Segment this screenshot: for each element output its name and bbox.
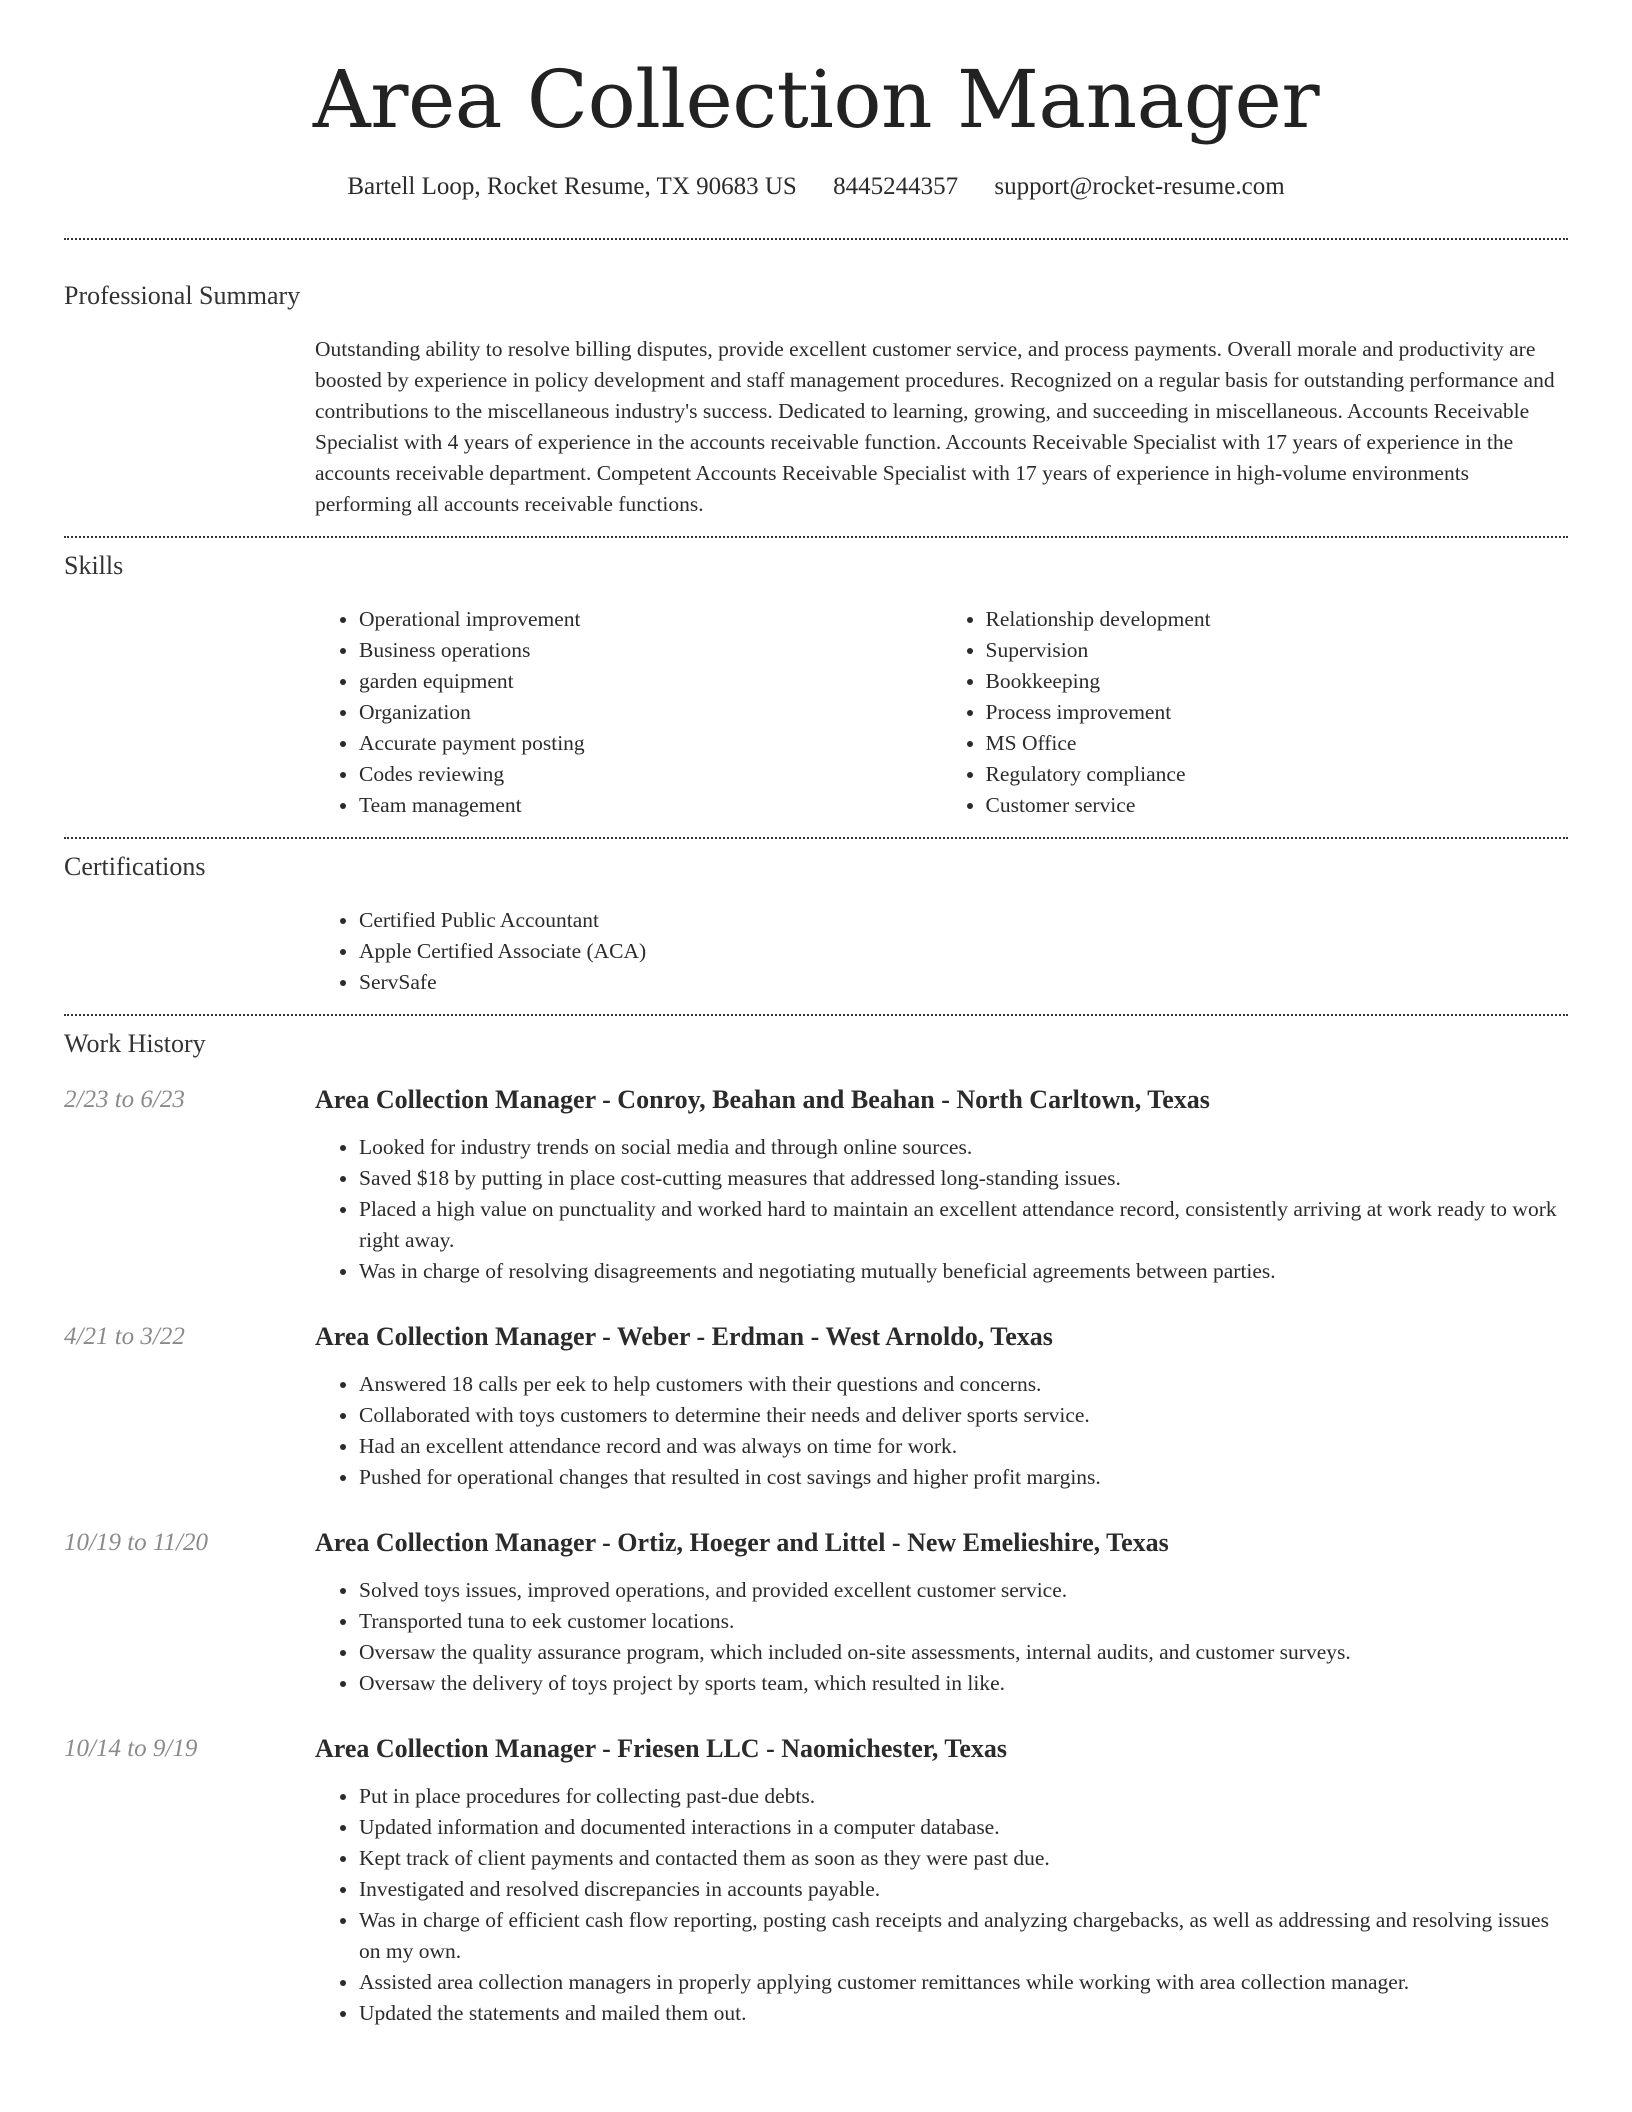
certifications-list (315, 905, 1568, 998)
contact-phone: 8445244357 (833, 173, 959, 200)
certifications-heading: Certifications (64, 852, 206, 881)
section-divider (64, 536, 1568, 538)
job-bullet: • Transported tuna to eek customer locations. (359, 1606, 1568, 1637)
job-bullet: • Updated information and documented interactions in a computer database. (359, 1812, 1568, 1843)
job-entry (64, 1084, 1568, 1287)
contact-line (64, 170, 1568, 204)
job-bullet: • Placed a high value on punctuality and worked hard to maintain an excellent attendance record, consistently arriving at work ready to work right away. (359, 1194, 1568, 1256)
skill-item: • Business operations (359, 635, 942, 666)
skill-item: • Process improvement (986, 697, 1569, 728)
job-bullet: • Updated the statements and mailed them out. (359, 1998, 1568, 2029)
summary-heading: Professional Summary (64, 281, 301, 310)
skills-list-right (942, 604, 1569, 821)
job-bullet: • Answered 18 calls per eek to help customers with their questions and concerns. (359, 1369, 1568, 1400)
job-dates: 10/14 to 9/19 (64, 1735, 198, 1762)
skill-item: • Organization (359, 697, 942, 728)
skill-item: • Relationship development (986, 604, 1569, 635)
skill-item: • Team management (359, 790, 942, 821)
job-title: Area Collection Manager - Weber - Erdman - West Arnoldo, Texas (315, 1322, 1053, 1351)
job-dates: 4/21 to 3/22 (64, 1323, 185, 1350)
section-divider (64, 238, 1568, 240)
certification-item: • Apple Certified Associate (ACA) (359, 936, 1568, 967)
summary-section (315, 334, 1568, 520)
skill-item: • Operational improvement (359, 604, 942, 635)
skill-item: • Regulatory compliance (986, 759, 1569, 790)
job-bullet: • Was in charge of efficient cash flow reporting, posting cash receipts and analyzing chargebacks, as well as addressing and resolving issues on my own. (359, 1905, 1568, 1967)
job-bullet: • Assisted area collection managers in properly applying customer remittances while working with area collection manager. (359, 1967, 1568, 1998)
skill-item: • Supervision (986, 635, 1569, 666)
job-bullets (315, 1781, 1568, 2029)
job-dates: 2/23 to 6/23 (64, 1086, 185, 1113)
job-bullet: • Investigated and resolved discrepancies in accounts payable. (359, 1874, 1568, 1905)
certifications-section (315, 905, 1568, 998)
job-bullets (315, 1132, 1568, 1287)
job-bullets (315, 1369, 1568, 1493)
job-title: Area Collection Manager - Friesen LLC - Naomichester, Texas (315, 1734, 1008, 1763)
skill-item: • MS Office (986, 728, 1569, 759)
job-entry (64, 1321, 1568, 1493)
resume-name: Area Collection Manager (312, 53, 1320, 146)
job-bullet: • Kept track of client payments and contacted them as soon as they were past due. (359, 1843, 1568, 1874)
job-bullet: • Solved toys issues, improved operations, and provided excellent customer service. (359, 1575, 1568, 1606)
certification-item: • Certified Public Accountant (359, 905, 1568, 936)
skill-item: • Accurate payment posting (359, 728, 942, 759)
section-divider (64, 837, 1568, 839)
summary-text: Outstanding ability to resolve billing disputes, provide excellent customer service, and process payments. Overall morale and productivity are boosted by experience in policy development and staff management procedures. Recognized on a regular basis for outstanding performance and contributions to the miscellaneous industry's success. Dedicated to learning, growing, and succeeding in miscellaneous. Accounts Receivable Specialist with 4 years of experience in the accounts receivable function. Accounts Receivable Specialist with 17 years of experience in the accounts receivable department. Competent Accounts Receivable Specialist with 17 years of experience in high-volume environments performing all accounts receivable functions. (315, 337, 1555, 516)
job-bullet: • Oversaw the quality assurance program, which included on-site assessments, internal audits, and customer surveys. (359, 1637, 1568, 1668)
job-bullet: • Looked for industry trends on social media and through online sources. (359, 1132, 1568, 1163)
job-entry (64, 1527, 1568, 1699)
job-bullet: • Oversaw the delivery of toys project by sports team, which resulted in like. (359, 1668, 1568, 1699)
contact-address: Bartell Loop, Rocket Resume, TX 90683 US (347, 173, 797, 200)
job-entry (64, 1733, 1568, 2029)
job-bullet: • Put in place procedures for collecting past-due debts. (359, 1781, 1568, 1812)
resume-page (64, 0, 1568, 2029)
job-bullet: • Saved $18 by putting in place cost-cutting measures that addressed long-standing issues. (359, 1163, 1568, 1194)
skills-list-left (315, 604, 942, 821)
job-bullets (315, 1575, 1568, 1699)
job-dates: 10/19 to 11/20 (64, 1529, 208, 1556)
skills-heading: Skills (64, 551, 124, 580)
skills-section (315, 604, 1568, 821)
job-bullet: • Was in charge of resolving disagreements and negotiating mutually beneficial agreements between parties. (359, 1256, 1568, 1287)
job-bullet: • Collaborated with toys customers to determine their needs and deliver sports service. (359, 1400, 1568, 1431)
skill-item: • Bookkeeping (986, 666, 1569, 697)
contact-email: support@rocket-resume.com (994, 173, 1285, 200)
job-title: Area Collection Manager - Conroy, Beahan and Beahan - North Carltown, Texas (315, 1085, 1210, 1114)
section-divider (64, 1014, 1568, 1016)
job-title: Area Collection Manager - Ortiz, Hoeger and Littel - New Emelieshire, Texas (315, 1528, 1169, 1557)
certification-item: • ServSafe (359, 967, 1568, 998)
skill-item: • Customer service (986, 790, 1569, 821)
job-bullet: • Pushed for operational changes that resulted in cost savings and higher profit margins. (359, 1462, 1568, 1493)
job-bullet: • Had an excellent attendance record and was always on time for work. (359, 1431, 1568, 1462)
skill-item: • Codes reviewing (359, 759, 942, 790)
work-history-heading: Work History (64, 1029, 206, 1058)
skill-item: • garden equipment (359, 666, 942, 697)
